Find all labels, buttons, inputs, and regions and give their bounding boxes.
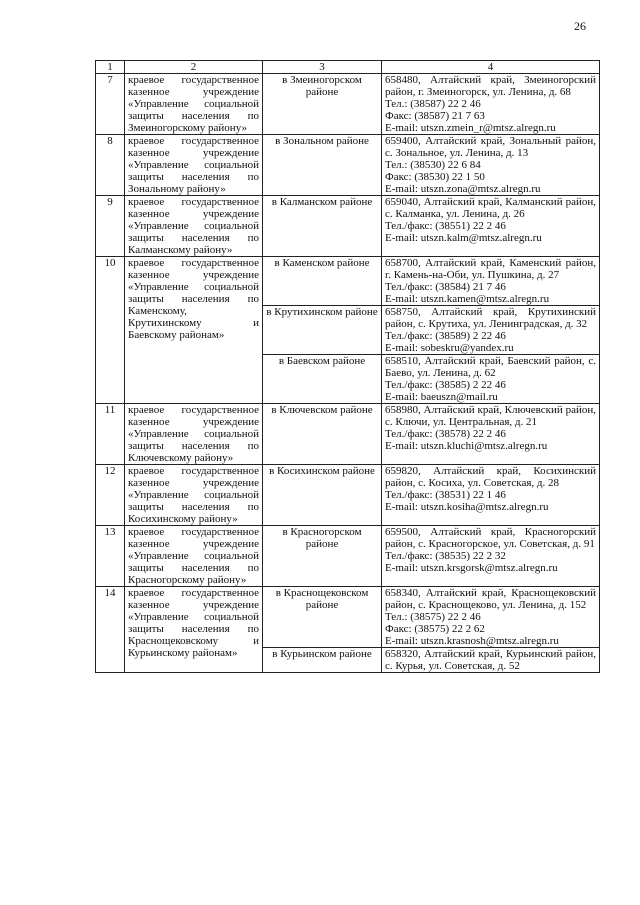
table-row (96, 257, 600, 306)
row-number-cell: 13 (96, 526, 125, 587)
address-cell: 658340, Алтайский край, Краснощековский район, с. Краснощеково, ул. Ленина, д. 152 Тел.: (38575) 22 2 46 Факс: (38575) 22 2 62 E-mail: utszn.krasnosh@mtsz.alregn.ru (382, 587, 600, 648)
address-cell: 658510, Алтайский край, Баевский район, с. Баево, ул. Ленина, д. 62 Тел./факс: (38585) 2 22 46 E-mail: baeuszn@mail.ru (382, 355, 600, 404)
district-cell: в Крутихинском районе (263, 306, 382, 355)
district-cell: в Баевском районе (263, 355, 382, 404)
district-cell: в Каменском районе (263, 257, 382, 306)
table-row (96, 587, 600, 648)
row-number-cell: 8 (96, 135, 125, 196)
institutions-table (95, 60, 600, 673)
table-header-row (96, 61, 600, 74)
address-cell: 658750, Алтайский край, Крутихинский район, с. Крутиха, ул. Ленинградская, д. 32 Тел./факс: (38589) 2 22 46 E-mail: sobeskru@yandex.ru (382, 306, 600, 355)
institution-cell: краевое государственное казенное учреждение «Управление социальной защиты населения по Каменскому, Крутихинскому и Баевскому районам» (125, 257, 263, 404)
table-row (96, 404, 600, 465)
institution-cell: краевое государственное казенное учреждение «Управление социальной защиты населения по Ключевскому району» (125, 404, 263, 465)
institution-cell: краевое государственное казенное учреждение «Управление социальной защиты населения по Калманскому району» (125, 196, 263, 257)
district-cell: в Змеиногорском районе (263, 74, 382, 135)
table-row (96, 135, 600, 196)
address-cell: 658320, Алтайский край, Курьинский район, с. Курья, ул. Советская, д. 52 (382, 648, 600, 673)
institution-cell: краевое государственное казенное учреждение «Управление социальной защиты населения по Красногорскому району» (125, 526, 263, 587)
address-cell: 658480, Алтайский край, Змеиногорский район, г. Змеиногорск, ул. Ленина, д. 68 Тел.: (38587) 22 2 46 Факс: (38587) 21 7 63 E-mail: utszn.zmein_r@mtsz.alregn.ru (382, 74, 600, 135)
address-cell: 659500, Алтайский край, Красногорский район, с. Красногорское, ул. Советская, д. 91 Тел./факс: (38535) 22 2 32 E-mail: utszn.krsgorsk@mtsz.alregn.ru (382, 526, 600, 587)
address-cell: 659040, Алтайский край, Калманский район, с. Калманка, ул. Ленина, д. 26 Тел./факс: (38551) 22 2 46 E-mail: utszn.kalm@mtsz.alregn.ru (382, 196, 600, 257)
row-number-cell: 11 (96, 404, 125, 465)
table-row (96, 526, 600, 587)
table-row (96, 465, 600, 526)
institution-cell: краевое государственное казенное учреждение «Управление социальной защиты населения по Краснощековскому и Курьинскому районам» (125, 587, 263, 673)
row-number-cell: 12 (96, 465, 125, 526)
header-cell: 3 (263, 61, 382, 74)
table-row (96, 196, 600, 257)
address-cell: 658980, Алтайский край, Ключевский район, с. Ключи, ул. Центральная, д. 21 Тел./факс: (38578) 22 2 46 E-mail: utszn.kluchi@mtsz.alregn.ru (382, 404, 600, 465)
row-number-cell: 9 (96, 196, 125, 257)
address-cell: 659820, Алтайский край, Косихинский район, с. Косиха, ул. Советская, д. 28 Тел./факс: (38531) 22 1 46 E-mail: utszn.kosiha@mtsz.alregn.ru (382, 465, 600, 526)
table-row (96, 74, 600, 135)
row-number-cell: 10 (96, 257, 125, 404)
district-cell: в Калманском районе (263, 196, 382, 257)
district-cell: в Ключевском районе (263, 404, 382, 465)
district-cell: в Курьинском районе (263, 648, 382, 673)
page-number: 26 (574, 19, 586, 33)
header-cell: 1 (96, 61, 125, 74)
district-cell: в Красногорском районе (263, 526, 382, 587)
district-cell: в Косихинском районе (263, 465, 382, 526)
row-number-cell: 14 (96, 587, 125, 673)
header-cell: 2 (125, 61, 263, 74)
district-cell: в Зональном районе (263, 135, 382, 196)
institution-cell: краевое государственное казенное учреждение «Управление социальной защиты населения по Змеиногорскому району» (125, 74, 263, 135)
institution-cell: краевое государственное казенное учреждение «Управление социальной защиты населения по Зональному району» (125, 135, 263, 196)
district-cell: в Краснощековском районе (263, 587, 382, 648)
address-cell: 658700, Алтайский край, Каменский район, г. Камень-на-Оби, ул. Пушкина, д. 27 Тел./факс: (38584) 21 7 46 E-mail: utszn.kamen@mtsz.alregn.ru (382, 257, 600, 306)
row-number-cell: 7 (96, 74, 125, 135)
header-cell: 4 (382, 61, 600, 74)
institution-cell: краевое государственное казенное учреждение «Управление социальной защиты населения по Косихинскому району» (125, 465, 263, 526)
address-cell: 659400, Алтайский край, Зональный район, с. Зональное, ул. Ленина, д. 13 Тел.: (38530) 22 6 84 Факс: (38530) 22 1 50 E-mail: utszn.zona@mtsz.alregn.ru (382, 135, 600, 196)
